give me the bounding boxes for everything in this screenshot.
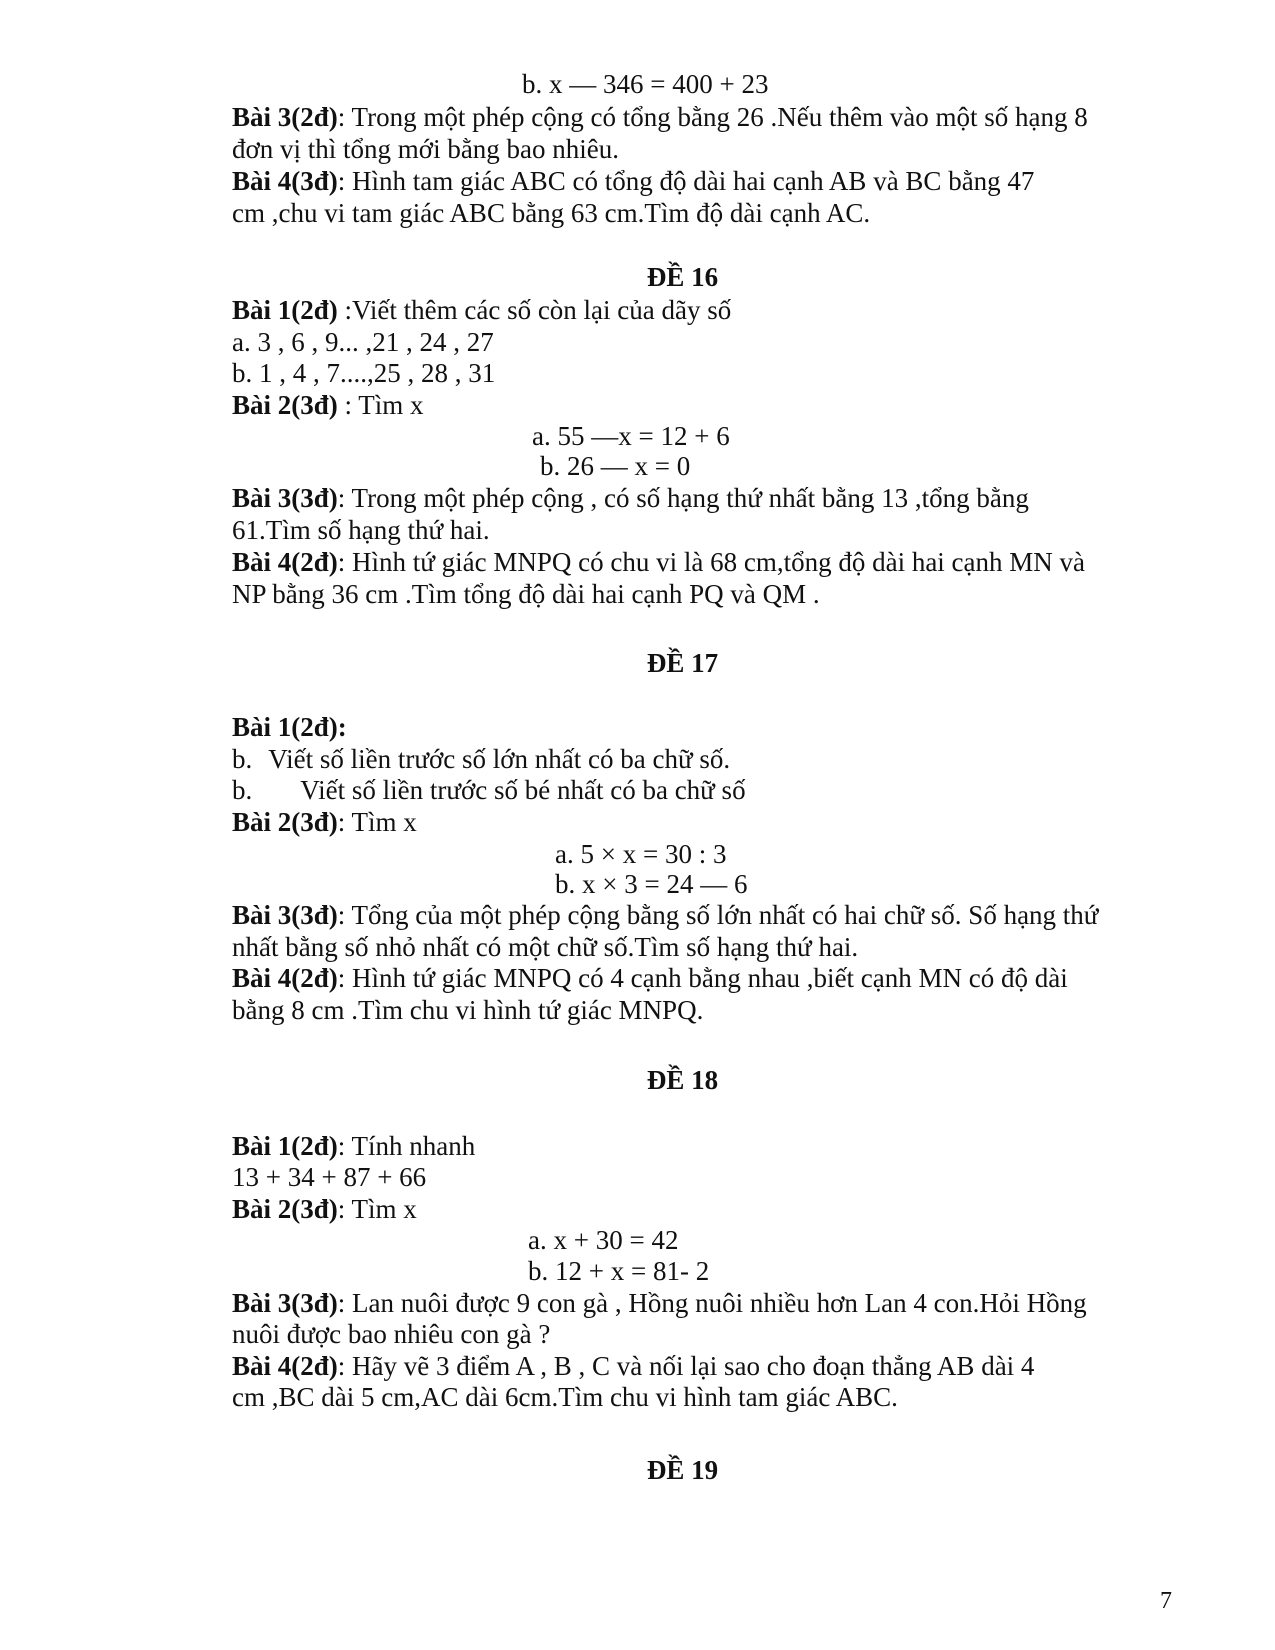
exercise-2-line xyxy=(232,806,417,838)
exercise-label: Bài 2(3đ) xyxy=(232,390,338,420)
list-item xyxy=(232,743,730,775)
exercise-label: Bài 4(2đ) xyxy=(232,963,338,993)
exercise-4-line-1 xyxy=(232,1350,1034,1382)
exercise-text: : Tổng của một phép cộng bằng số lớn nhất có hai chữ số. Số hạng thứ xyxy=(337,900,1099,930)
exercise-text: :Viết thêm các số còn lại của dãy số xyxy=(337,295,732,325)
exercise-3-line-1 xyxy=(232,101,1088,133)
exercise-label: Bài 3(3đ) xyxy=(232,483,338,513)
sequence-b: b. 1 , 4 , 7....,25 , 28 , 31 xyxy=(232,358,496,388)
equation-b: b. x × 3 = 24 — 6 xyxy=(555,869,748,899)
section-title-de17: ĐỀ 17 xyxy=(646,648,719,678)
section-title-de19: ĐỀ 19 xyxy=(646,1455,719,1485)
exercise-label: Bài 4(2đ) xyxy=(232,547,338,577)
exercise-label: Bài 3(3đ) xyxy=(232,1288,338,1318)
exercise-text: : Tìm x xyxy=(337,390,424,420)
sequence-a: a. 3 , 6 , 9... ,21 , 24 , 27 xyxy=(232,327,494,357)
exercise-4-line-2: cm ,chu vi tam giác ABC bằng 63 cm.Tìm độ dài cạnh AC. xyxy=(232,198,871,228)
list-item xyxy=(232,774,746,806)
equation-a: a. x + 30 = 42 xyxy=(528,1225,679,1255)
exercise-1-line xyxy=(232,294,731,326)
exercise-3-line-2: nhất bằng số nhỏ nhất có một chữ số.Tìm số hạng thứ hai. xyxy=(232,932,859,962)
exercise-label: Bài 1(2đ) xyxy=(232,295,338,325)
exercise-text: : Tìm x xyxy=(337,807,417,837)
exercise-text: : Hình tứ giác MNPQ có chu vi là 68 cm,tổng độ dài hai cạnh MN và xyxy=(337,547,1086,577)
exercise-4-line-2: NP bằng 36 cm .Tìm tổng độ dài hai cạnh PQ và QM . xyxy=(232,579,820,609)
exercise-4-line-2: cm ,BC dài 5 cm,AC dài 6cm.Tìm chu vi hình tam giác ABC. xyxy=(232,1382,898,1412)
exercise-text: : Tìm x xyxy=(337,1194,417,1224)
exercise-label: Bài 4(2đ) xyxy=(232,1351,338,1381)
exercise-3-line-2: 61.Tìm số hạng thứ hai. xyxy=(232,515,490,545)
section-title-de16: ĐỀ 16 xyxy=(646,262,719,292)
exercise-3-line-1 xyxy=(232,482,1029,514)
exercise-label: Bài 2(3đ) xyxy=(232,807,338,837)
item-marker: b. xyxy=(232,775,253,805)
exercise-4-line-1 xyxy=(232,546,1085,578)
exercise-3-line-2: nuôi được bao nhiêu con gà ? xyxy=(232,1319,551,1349)
exercise-text: : Tính nhanh xyxy=(337,1131,476,1161)
exercise-4-line-2: bằng 8 cm .Tìm chu vi hình tứ giác MNPQ. xyxy=(232,995,704,1025)
exercise-3-line-2: đơn vị thì tổng mới bằng bao nhiêu. xyxy=(232,134,620,164)
exercise-text: : Hình tứ giác MNPQ có 4 cạnh bằng nhau ,biết cạnh MN có độ dài xyxy=(337,963,1068,993)
exercise-3-line-1 xyxy=(232,1287,1087,1319)
exercise-2-line xyxy=(232,1193,417,1225)
exercise-text: : Hãy vẽ 3 điểm A , B , C và nối lại sao cho đoạn thẳng AB dài 4 xyxy=(337,1351,1035,1381)
expression: 13 + 34 + 87 + 66 xyxy=(232,1162,427,1192)
item-text: Viết số liền trước số bé nhất có ba chữ số xyxy=(300,775,746,805)
exercise-1-line xyxy=(232,1130,475,1162)
exercise-4-line-1 xyxy=(232,962,1068,994)
exercise-1-label: Bài 1(2đ): xyxy=(232,712,347,742)
equation-a: a. 5 × x = 30 : 3 xyxy=(555,839,727,869)
equation-a: a. 55 —x = 12 + 6 xyxy=(532,421,730,451)
exercise-text: : Hình tam giác ABC có tổng độ dài hai cạnh AB và BC bằng 47 xyxy=(337,166,1035,196)
exercise-label: Bài 3(3đ) xyxy=(232,900,338,930)
section-title-de18: ĐỀ 18 xyxy=(646,1065,719,1095)
page-number: 7 xyxy=(1160,1588,1172,1614)
exercise-label: Bài 1(2đ) xyxy=(232,1131,338,1161)
exercise-2-line xyxy=(232,389,424,421)
exercise-label: Bài 3(2đ) xyxy=(232,102,338,132)
exercise-label: Bài 2(3đ) xyxy=(232,1194,338,1224)
exercise-3-line-1 xyxy=(232,899,1098,931)
exercise-text: : Trong một phép cộng , có số hạng thứ nhất bằng 13 ,tổng bằng xyxy=(337,483,1029,513)
equation-b: b. x — 346 = 400 + 23 xyxy=(522,69,769,99)
exercise-4-line-1 xyxy=(232,165,1034,197)
equation-b: b. 12 + x = 81- 2 xyxy=(528,1256,710,1286)
item-marker: b. xyxy=(232,744,253,774)
exercise-text: : Trong một phép cộng có tổng bằng 26 .Nếu thêm vào một số hạng 8 xyxy=(337,102,1088,132)
exercise-label: Bài 4(3đ) xyxy=(232,166,338,196)
equation-b: b. 26 — x = 0 xyxy=(540,451,691,481)
item-text: Viết số liền trước số lớn nhất có ba chữ số. xyxy=(268,744,731,774)
exercise-text: : Lan nuôi được 9 con gà , Hồng nuôi nhiều hơn Lan 4 con.Hỏi Hồng xyxy=(337,1288,1087,1318)
